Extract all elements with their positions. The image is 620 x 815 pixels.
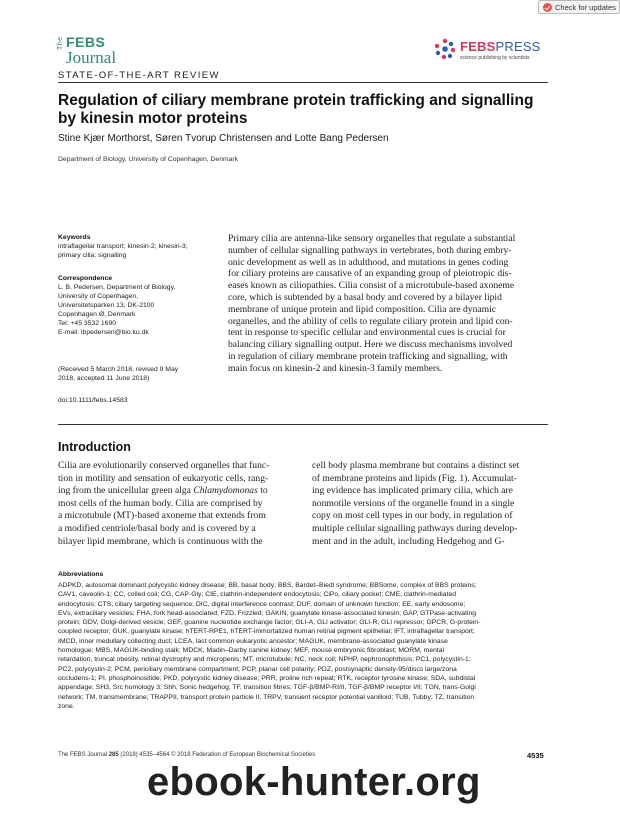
- top-divider: [58, 82, 548, 83]
- abstract-line: membrane of unique protein and lipid composition. Cilia are dynamic: [228, 303, 497, 315]
- abstract-line: tent in response to specific cellular and environmental cues is crucial for: [228, 327, 506, 339]
- keywords-heading: Keywords: [58, 234, 91, 241]
- watermark: ebook-hunter.org: [147, 760, 481, 804]
- intro-line: ing from the unicellular green alga Chlamydomonas to: [58, 485, 268, 497]
- intro-line: a microtubule (MT)-based axoneme that extends from: [58, 510, 266, 522]
- received-block: [58, 365, 208, 383]
- intro-column-right: [312, 460, 547, 548]
- check-for-updates-label: Check for updates: [555, 2, 616, 12]
- correspondence-line: Universitetsparken 13, DK-2100: [58, 302, 155, 309]
- publisher-tagline: science publishing by scientists: [460, 55, 530, 61]
- correspondence-line: University of Copenhagen,: [58, 293, 139, 300]
- publisher-name: [460, 39, 541, 54]
- journal-logo-febs: FEBS: [66, 34, 106, 50]
- abbreviations-line: IMCD, inner medullary collecting duct; LCEA, last common eukaryotic ancestor; MAGUK, membrane-associated guanylate kinase: [58, 637, 448, 645]
- abstract-line: main focus on kinesin-2 and kinesin-3 family members.: [228, 362, 443, 374]
- intro-column-left: [58, 460, 293, 548]
- intro-line: ing evidence has implicated primary cilia, which are: [312, 485, 513, 497]
- correspondence-line: L. B. Pedersen, Department of Biology,: [58, 284, 176, 291]
- febs-press-dots-icon: [434, 38, 456, 60]
- journal-logo-journal: Journal: [66, 48, 117, 67]
- check-for-updates-button[interactable]: [538, 0, 620, 14]
- intro-line: of membrane proteins and lipids (Fig. 1). Accumulat-: [312, 472, 517, 484]
- abbreviations-line: endocytosis; CTS, ciliary targeting sequence; DIC, digital interference contrast; DUF, domain of unknown function; EE, early endosome;: [58, 600, 466, 608]
- intro-line: copy on most cell types in our body, in regulation of: [312, 510, 513, 522]
- intro-heading: Introduction: [58, 440, 131, 454]
- section-label: STATE-OF-THE-ART REVIEW: [58, 70, 220, 81]
- correspondence-line: Copenhagen Ø, Denmark: [58, 311, 136, 318]
- abbreviations-line: occludens-1; PI, phosphoinositide; PKD, polycystic kidney disease; PRR, proline rich repeat; RTK, receptor tyrosine kinase; SDA, subdistal: [58, 674, 476, 682]
- abbreviations-line: appendage; SH3, Src homology 3; Shh, Sonic hedgehog; TF, transition fibres; TGF-β/BMP-RI/II, TGF-β/BMP receptor I/II; TGN, trans-Golgi: [58, 684, 476, 692]
- abstract-line: in regulation of ciliary membrane protein trafficking and signalling, with: [228, 350, 508, 362]
- footer-volume: 285: [108, 752, 119, 758]
- authors: Stine Kjær Morthorst, Søren Tvorup Christensen and Lotte Bang Pedersen: [58, 133, 389, 144]
- abstract: [228, 233, 548, 375]
- footer-rest: (2018) 4535–4564 © 2018 Federation of European Biochemical Societies: [120, 752, 316, 758]
- intro-line: tion in motility and sensation of eukaryotic cells, rang-: [58, 472, 269, 484]
- correspondence-block: [58, 274, 208, 337]
- correspondence-heading: Correspondence: [58, 275, 113, 282]
- journal-logo-the: The: [57, 36, 64, 50]
- abbreviations-line: protein; GDV, Golgi-derived vesicle; GEF, guanine nucleotide exchange factor; GLI-A, GLI activator; GLI-R, GLI repressor; GPCR, G-protein-: [58, 619, 481, 627]
- publisher-name-febs: FEBS: [460, 39, 496, 54]
- section-divider: [58, 424, 548, 425]
- abstract-line: Primary cilia are antenna-like sensory organelles that regulate a substantial: [228, 233, 516, 244]
- abstract-line: balancing ciliary signalling output. Here we discuss mechanisms involved: [228, 339, 513, 351]
- abbreviations-line: retardation, truncal obesity, retinal dystrophy and micropenis; MT, microtubule; NC, neck coil; NPHP, nephronophthisis; PC1, polycystin-1;: [58, 656, 471, 664]
- received-line: 2018, accepted 11 June 2018): [58, 375, 150, 382]
- intro-line: bilayer lipid membrane, which is continuous with the: [58, 535, 263, 547]
- abbreviations-line: CAV1, caveolin-1; CC, coiled coil; CG, CAP-Gly; CIE, clathrin-independent endocytosis; CiPo, ciliary pocket; CME, clathrin-mediated: [58, 591, 457, 599]
- received-line: (Received 5 March 2018, revised 9 May: [58, 366, 179, 373]
- abstract-line: for ciliary proteins are causative of an expanding group of pleiotropic dis-: [228, 268, 512, 280]
- page-number: 4535: [527, 751, 544, 760]
- abstract-line: eases known as ciliopathies. Cilia consist of a microtubule-based axoneme: [228, 280, 515, 292]
- intro-line: Cilia are evolutionarily conserved organelles that func-: [58, 460, 270, 471]
- abbreviations-heading: Abbreviations: [58, 571, 104, 578]
- abstract-line: organelles, and the ability of cells to regulate ciliary protein and lipid con-: [228, 315, 513, 327]
- abbreviations-line: PC2, polycystin-2; PCM, periciliary membrane compartment; PCP, planar cell polarity; PDZ, postsynaptic density-95/discs large/zona: [58, 665, 457, 673]
- abbreviations-line: network; TM, transmembrane; TRAPPII, transport protein particle II; TRPV, transient receptor potential vanilloid; TUB, Tubby; TZ, transition: [58, 693, 475, 701]
- keywords-block: [58, 233, 208, 260]
- keywords-line: intraflagellar transport; kinesin-2; kinesin-3;: [58, 243, 188, 250]
- abstract-line: number of cellular signalling pathways in vertebrates, both during embry-: [228, 244, 512, 256]
- publisher-name-press: PRESS: [495, 39, 541, 54]
- abstract-line: onic development as well as in adulthood, and mutations in genes coding: [228, 256, 509, 268]
- footer-journal: The FEBS Journal: [58, 752, 108, 758]
- article-title: Regulation of ciliary membrane protein trafficking and signalling by kinesin motor proteins: [58, 92, 534, 127]
- intro-line: cell body plasma membrane but contains a distinct set: [312, 460, 520, 471]
- intro-line: nonmotile versions of the organelle found in a single: [312, 497, 515, 509]
- abbreviations-line: homologue; MBS, MAGUK-binding stalk; MDCK, Madin–Darby canine kidney; MEF, mouse embryonic fibroblast; MORM, mental: [58, 647, 445, 655]
- intro-line: ment and in the adult, including Hedgehog and G-: [312, 535, 505, 547]
- intro-line: a modified centriole/basal body and is covered by a: [58, 522, 256, 534]
- journal-logo: [57, 34, 167, 68]
- keywords-line: primary cilia; signalling: [58, 252, 127, 259]
- intro-line: most cells of the human body. Cilia are comprised by: [58, 497, 263, 509]
- abstract-line: core, which is subtended by a basal body and covered by a bilayer lipid: [228, 291, 502, 303]
- correspondence-line: Tel: +45 3532 1690: [58, 320, 117, 327]
- affiliation: Department of Biology, University of Copenhagen, Denmark: [58, 156, 239, 163]
- doi[interactable]: doi:10.1111/febs.14583: [58, 397, 128, 404]
- abbreviations-body: [58, 581, 548, 711]
- abbreviations-line: coupled receptor; GUK, guanylate kinase; hTERT-RPE1, hTERT-immortalized human retinal pigment epithelial; IFT, intraflagellar transport;: [58, 628, 475, 636]
- publisher-logo: [434, 38, 544, 68]
- abbreviations-line: ADPKD, autosomal dominant polycystic kidney disease; BB, basal body; BBS, Bardet–Biedl syndrome; BBSome, complex of BBS proteins;: [58, 582, 477, 589]
- species-name: Chlamydomonas: [193, 485, 258, 497]
- abbreviations-line: EVs, extraciliary vesicles; FHA, fork head-associated; FZD, Frizzled; GAKIN, guanylate kinase-associated kinesin; GAP, GTPase-activating: [58, 609, 477, 617]
- check-updates-icon: [543, 3, 552, 12]
- intro-line: multiple cellular signalling pathways during develop-: [312, 522, 518, 534]
- footer-citation: [58, 752, 315, 758]
- correspondence-email[interactable]: E-mail: lbpedersen@bio.ku.dk: [58, 329, 149, 336]
- abbreviations-line: zone.: [58, 702, 75, 710]
